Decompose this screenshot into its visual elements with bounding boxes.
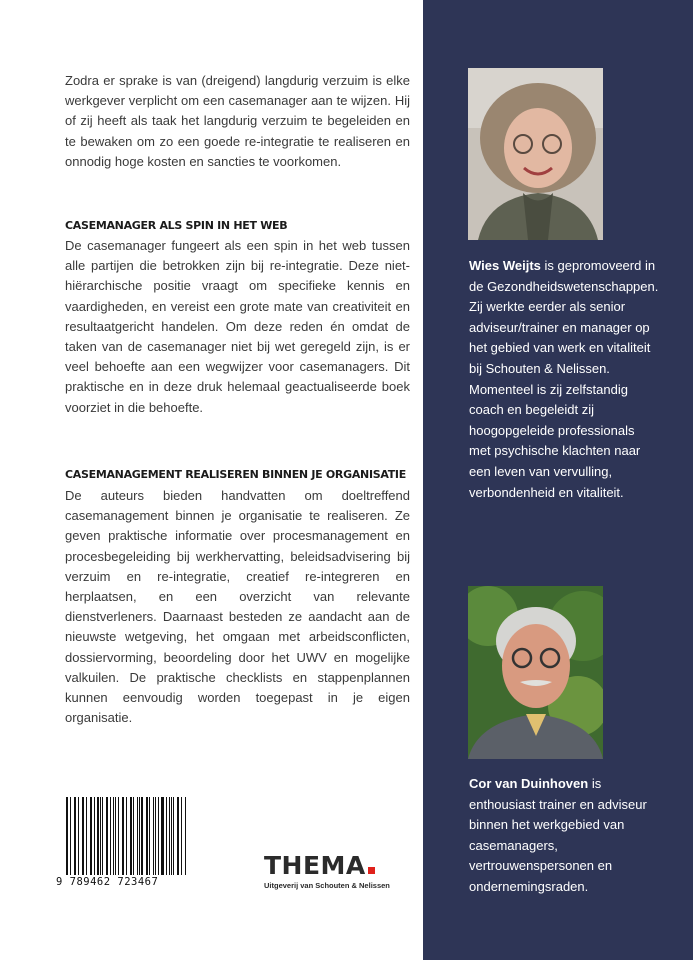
intro-paragraph: Zodra er sprake is van (dreigend) langdurig verzuim is elke werkgever verplicht om een casemanager aan te wijzen. Hij of zij heeft als taak het langdurig verzuim te begeleiden en te bewaken om zo een goede re-integratie te realiseren en onnodig hoge kosten en sancties te voorkomen. <box>65 73 410 169</box>
barcode-bar <box>106 797 107 875</box>
publisher-logo <box>264 851 390 890</box>
barcode-bar <box>178 797 179 875</box>
barcode-bar <box>91 797 92 875</box>
author-bio-text-cor-van-duinhoven: is enthousiast trainer en adviseur binnen het werkgebied van casemanagers, vertrouwenspersonen en ondernemingsraden. <box>469 776 647 894</box>
barcode-bars <box>66 797 186 875</box>
section-text-spin: De casemanager fungeert als een spin in het web tussen alle partijen die betrokken zijn bij re-integratie. Deze niet-hiërarchische positie vraagt om specifieke kennis en vaardigheden, en vereist een grote mate van creativiteit en resultaatgericht handelen. Om deze reden én omdat de taken van de casemanager niet bij wet geregeld zijn, is er veel behoefte aan een wegwijzer voor casemanagers. Dit praktische en in deze druk helemaal geactualiseerde boek voorziet in die behoefte. <box>65 238 410 415</box>
section-heading-organisatie: CASEMANAGEMENT REALISEREN BINNEN JE ORGANISATIE <box>65 468 406 481</box>
barcode-bar <box>162 797 163 875</box>
barcode-bar <box>118 797 119 875</box>
barcode-bar <box>126 797 127 875</box>
barcode-bar <box>141 797 142 875</box>
barcode-bar <box>171 797 172 875</box>
barcode-bar <box>83 797 84 875</box>
publisher-subtitle: Uitgeverij van Schouten & Nelissen <box>264 881 390 890</box>
isbn-number: 9 789462 723467 <box>56 876 159 888</box>
section-text-organisatie: De auteurs bieden handvatten om doeltreffend casemanagement binnen je organisatie te realiseren. Ze geven praktische informatie over procesmanagement en procesbegeleiding bij werkhervatting, beleidsadvisering bij verzuim en re-integratie, creatief re-integreren en herplaatsen, en een overzicht van relevante dienstverleners. Daarnaast besteden ze aandacht aan de nieuwste wetgeving, het omgaan met arbeidsconflicten, dossiervorming, beoordeling door het UWV en mogelijke valkuilen. De praktische checklists en stappenplannen kunnen eenvoudig worden toegepast in je eigen organisatie. <box>65 488 410 726</box>
author-photo-cor-van-duinhoven <box>468 586 603 759</box>
author-photo-wies-weijts <box>468 68 603 240</box>
author-name-wies-weijts: Wies Weijts <box>469 258 541 273</box>
barcode-bar <box>133 797 134 875</box>
barcode-bar <box>155 797 156 875</box>
author-bio-text-wies-weijts: is gepromoveerd in de Gezondheidswetenschappen. Zij werkte eerder als senior adviseur/trainer en manager op het gebied van werk en vitaliteit bij Schouten & Nelissen. Momenteel is zij zelfstandig coach en begeleidt zij hoogopgeleide professionals met psychische klachten naar een leven van vervulling, verbondenheid en vitaliteit. <box>469 258 659 500</box>
logo-red-square <box>368 867 375 874</box>
barcode-bar <box>78 797 79 875</box>
author-name-cor-van-duinhoven: Cor van Duinhoven <box>469 776 589 791</box>
barcode-bar <box>70 797 71 875</box>
section-heading-spin: CASEMANAGER ALS SPIN IN HET WEB <box>65 219 288 232</box>
author-bio-wies-weijts <box>469 256 659 503</box>
author-bio-cor-van-duinhoven <box>469 774 659 898</box>
barcode-bar <box>149 797 150 875</box>
isbn-barcode <box>56 797 186 889</box>
publisher-name: THEMA <box>264 851 366 880</box>
barcode-bar <box>97 797 98 875</box>
barcode-bar <box>115 797 116 875</box>
